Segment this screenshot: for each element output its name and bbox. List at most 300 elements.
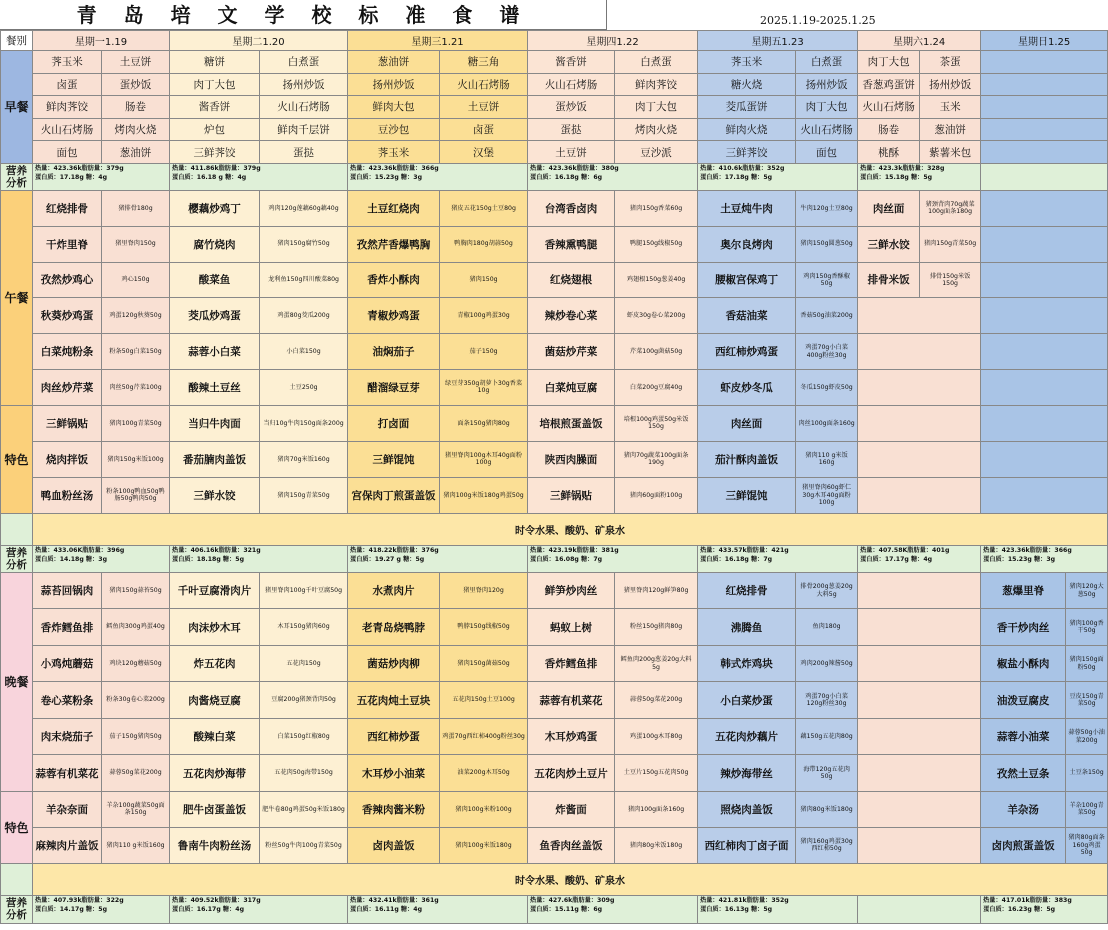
dish-name: 腰椒宫保鸡丁: [698, 262, 796, 298]
breakfast-item: 扬州炒饭: [260, 73, 348, 96]
dish-ingredients: 鸡肉120g莲藕60g藕40g: [260, 190, 348, 226]
breakfast-item: 蛋炒饭: [102, 73, 170, 96]
dish-ingredients: 猪里脊肉150g: [102, 226, 170, 262]
dish-ingredients: 鸭胸肉180g胡蒜50g: [440, 226, 528, 262]
dish-ingredients: 猪肉110 g米饭160g: [796, 441, 858, 477]
nutrition-line: 热量：421.81k脂肪量：352g: [700, 896, 789, 904]
dish-ingredients: 油菜200g木耳50g: [440, 755, 528, 792]
dish-ingredients: 猪肉110 g米饭160g: [102, 827, 170, 863]
dish-name: 宫保肉丁煎蛋盖饭: [348, 477, 440, 513]
breakfast-item: 鲜肉千层饼: [260, 118, 348, 141]
breakfast-item: 鲜肉火烧: [698, 118, 796, 141]
breakfast-item: 火山石烤肠: [858, 96, 920, 119]
dish-ingredients: 土豆条150g: [1066, 755, 1108, 792]
dish-ingredients: 芹菜100g菌菇50g: [615, 334, 698, 370]
dish-name: 腐竹烧肉: [170, 226, 260, 262]
dish-name: 五花肉炒海带: [170, 755, 260, 792]
dish-ingredients: 鸡蛋100g木耳80g: [615, 718, 698, 755]
empty-cell: [981, 96, 1108, 119]
day-header: 星期二1.20: [170, 31, 348, 51]
empty-cell: [981, 73, 1108, 96]
dish-ingredients: 小白菜150g: [260, 334, 348, 370]
dish-name: 鱼香肉丝盖饭: [528, 827, 615, 863]
dish-ingredients: 五花肉150g土豆100g: [440, 682, 528, 719]
dish-name: 台湾香卤肉: [528, 190, 615, 226]
dish-name: 烧肉拌饭: [33, 441, 102, 477]
nutrition-line: 蛋白质：17.18g 糖：4g: [35, 173, 108, 181]
empty-cell: [858, 645, 981, 682]
breakfast-item: 火山石烤肠: [260, 96, 348, 119]
dish-name: 秋葵炒鸡蛋: [33, 298, 102, 334]
nutrition-line: 蛋白质：17.18g 糖：5g: [700, 173, 773, 181]
dish-name: 三鲜馄饨: [348, 441, 440, 477]
dish-name: 樱藕炒鸡丁: [170, 190, 260, 226]
dish-name: 卤肉煎蛋盖饭: [981, 827, 1066, 863]
dish-name: 菌菇炒芹菜: [528, 334, 615, 370]
dish-name: 茄汁酥肉盖饭: [698, 441, 796, 477]
nutrition-line: 热量：433.06K脂肪量：396g: [35, 546, 125, 554]
dish-name: 西红柿炒蛋: [348, 718, 440, 755]
dish-ingredients: 猪肉160g鸡蛋30g西红柿50g: [796, 827, 858, 863]
lunch-label: 午餐: [1, 190, 33, 405]
breakfast-item: 桃酥: [858, 141, 920, 164]
nutrition-label: 营养 分析: [1, 545, 33, 572]
dish-name: 当归牛肉面: [170, 405, 260, 441]
dish-ingredients: 粉条100g鸭血50g鸭肠50g鸭肉50g: [102, 477, 170, 513]
dish-ingredients: 虾皮30g卷心菜200g: [615, 298, 698, 334]
breakfast-item: 葱油饼: [102, 141, 170, 164]
dish-name: 孜然炒鸡心: [33, 262, 102, 298]
dish-name: 小白菜炒蛋: [698, 682, 796, 719]
dish-ingredients: 五花肉50g海带150g: [260, 755, 348, 792]
dish-ingredients: 海带120g五花肉50g: [796, 755, 858, 792]
dish-ingredients: 粉丝50g牛肉100g青菜50g: [260, 827, 348, 863]
dish-ingredients: 土豆片150g五花肉50g: [615, 755, 698, 792]
breakfast-item: 茶蛋: [920, 51, 981, 74]
dish-name: 羊杂奈面: [33, 791, 102, 827]
dish-ingredients: 鸡蛋120g秋葵50g: [102, 298, 170, 334]
nutrition-line: 蛋白质：16.13g 糖：5g: [700, 905, 773, 913]
dish-name: 小鸡炖蘑菇: [33, 645, 102, 682]
empty-cell: [858, 477, 981, 513]
dish-name: 蒜蓉小油菜: [981, 718, 1066, 755]
nutrition-info: [348, 163, 528, 190]
dish-ingredients: 猪里脊肉100g木耳40g面粉100g: [440, 441, 528, 477]
dish-ingredients: 猪肉150g米饭100g: [102, 441, 170, 477]
breakfast-item: 三鲜荠饺: [170, 141, 260, 164]
breakfast-item: 烤肉火烧: [102, 118, 170, 141]
nutrition-line: 蛋白质：14.18g 糖：3g: [35, 555, 108, 563]
nutrition-line: 热量：423.36k脂肪量：380g: [530, 164, 619, 172]
date-range: 2025.1.19-2025.1.25: [760, 14, 876, 27]
breakfast-item: 茭瓜蛋饼: [698, 96, 796, 119]
breakfast-item: 面包: [796, 141, 858, 164]
dish-ingredients: 青椒100g鸡蛋30g: [440, 298, 528, 334]
breakfast-item: 肠卷: [858, 118, 920, 141]
dish-ingredients: 牛肉120g土豆80g: [796, 190, 858, 226]
dish-name: 香炸小酥肉: [348, 262, 440, 298]
dish-name: 蒜蓉小白菜: [170, 334, 260, 370]
dish-ingredients: 猪肉150g菌菇50g: [440, 645, 528, 682]
breakfast-item: 荠玉米: [698, 51, 796, 74]
breakfast-item: 火山石烤肠: [796, 118, 858, 141]
breakfast-item: 肉丁大包: [858, 51, 920, 74]
page-title: 青 岛 培 文 学 校 标 准 食 谱: [0, 0, 607, 30]
dish-name: 肉丝面: [858, 190, 920, 226]
nutrition-line: 蛋白质：16.17g 糖：4g: [172, 905, 245, 913]
dish-name: 红烧排骨: [33, 190, 102, 226]
breakfast-item: 荠玉米: [33, 51, 102, 74]
dish-name: 孜然芹香爆鸭胸: [348, 226, 440, 262]
dish-ingredients: 香菇50g油菜200g: [796, 298, 858, 334]
breakfast-item: 扬州炒饭: [796, 73, 858, 96]
breakfast-item: 火山石烤肠: [33, 118, 102, 141]
dinner-label: 晚餐: [1, 572, 33, 791]
empty-cell: [858, 609, 981, 646]
nutrition-line: 热量：406.16k脂肪量：321g: [172, 546, 261, 554]
breakfast-item: 鲜肉荠饺: [33, 96, 102, 119]
breakfast-item: 扬州炒饭: [348, 73, 440, 96]
nutrition-line: 热量：418.22k脂肪量：376g: [350, 546, 439, 554]
dish-ingredients: 猪肉150g面粉50g: [1066, 645, 1108, 682]
breakfast-item: 炉包: [170, 118, 260, 141]
dish-ingredients: 鳕鱼肉200g葱姜20g大料5g: [615, 645, 698, 682]
dish-name: 三鲜锅贴: [33, 405, 102, 441]
dish-ingredients: 猪里脊肉60g虾仁30g木耳40g面粉100g: [796, 477, 858, 513]
dish-name: 肉丝炒芹菜: [33, 369, 102, 405]
nutrition-line: 热量：409.52k脂肪量：317g: [172, 896, 261, 904]
empty-cell: [858, 572, 981, 609]
breakfast-item: 土豆饼: [440, 96, 528, 119]
nutrition-line: 热量：407.58K脂肪量：401g: [860, 546, 950, 554]
empty-cell: [981, 334, 1108, 370]
breakfast-item: 卤蛋: [33, 73, 102, 96]
breakfast-item: 玉米: [920, 96, 981, 119]
nutrition-line: 蛋白质：19.27 g 糖：5g: [350, 555, 425, 563]
dish-ingredients: 猪肉150g青菜50g: [260, 477, 348, 513]
empty-cell: [858, 298, 981, 334]
dish-ingredients: 鸡心150g: [102, 262, 170, 298]
day-header: 星期六1.24: [858, 31, 981, 51]
dish-name: 韩式炸鸡块: [698, 645, 796, 682]
dish-name: 老青岛烧鸭脖: [348, 609, 440, 646]
dish-name: 千叶豆腐滑肉片: [170, 572, 260, 609]
dish-name: 红烧排骨: [698, 572, 796, 609]
breakfast-item: 火山石烤肠: [440, 73, 528, 96]
breakfast-item: 紫薯米包: [920, 141, 981, 164]
menu-table: [0, 30, 1108, 924]
nutrition-info: [698, 895, 858, 923]
dish-ingredients: 猪肉150g青菜50g: [920, 226, 981, 262]
breakfast-item: 肉丁大包: [170, 73, 260, 96]
breakfast-item: 蛋炒饭: [528, 96, 615, 119]
nutrition-info: [858, 545, 981, 572]
dish-ingredients: 龙利鱼150g四川酸菜80g: [260, 262, 348, 298]
dish-ingredients: 绿豆芽350g胡萝卜30g香菜10g: [440, 369, 528, 405]
dish-ingredients: 猪里脊肉100g千叶豆腐50g: [260, 572, 348, 609]
nutrition-info: [858, 163, 981, 190]
nutrition-info: [698, 545, 858, 572]
dish-ingredients: 猪肉80g面条160g鸡蛋50g: [1066, 827, 1108, 863]
dish-ingredients: 粉条30g卷心菜200g: [102, 682, 170, 719]
dish-ingredients: 粉条50g白菜150g: [102, 334, 170, 370]
nutrition-line: 蛋白质：15.11g 糖：6g: [530, 905, 603, 913]
empty-cell: [858, 718, 981, 755]
dish-name: 羊杂汤: [981, 791, 1066, 827]
dish-name: 打卤面: [348, 405, 440, 441]
title-bar: [0, 0, 1080, 30]
dish-name: 酸辣白菜: [170, 718, 260, 755]
nutrition-info: [33, 545, 170, 572]
breakfast-item: 豆沙包: [348, 118, 440, 141]
nutrition-info: [858, 895, 981, 923]
breakfast-item: 汉堡: [440, 141, 528, 164]
dish-name: 西红柿肉丁卤子面: [698, 827, 796, 863]
dish-name: 油泼豆腐皮: [981, 682, 1066, 719]
breakfast-item: 鲜肉大包: [348, 96, 440, 119]
nutrition-label: 营养 分析: [1, 163, 33, 190]
dish-name: 干炸里脊: [33, 226, 102, 262]
breakfast-item: 土豆饼: [102, 51, 170, 74]
dish-ingredients: 蒜蓉50g菜花200g: [102, 755, 170, 792]
nutrition-line: 热量：410.6k脂肪量：352g: [700, 164, 785, 172]
nutrition-line: 热量：411.86k脂肪量：379g: [172, 164, 261, 172]
dish-name: 五花肉炖土豆块: [348, 682, 440, 719]
breakfast-item: 面包: [33, 141, 102, 164]
breakfast-item: 葱油饼: [920, 118, 981, 141]
dish-name: 香辣熏鸭腿: [528, 226, 615, 262]
dish-name: 卤肉盖饭: [348, 827, 440, 863]
dish-ingredients: 排骨150g米饭150g: [920, 262, 981, 298]
nutrition-info: [170, 895, 348, 923]
dish-ingredients: 蒜蓉50g菜花200g: [615, 682, 698, 719]
dish-name: 蒜蓉有机菜花: [33, 755, 102, 792]
dish-name: 辣炒海带丝: [698, 755, 796, 792]
dish-ingredients: 鸡块120g蘑菇50g: [102, 645, 170, 682]
dish-name: 木耳炒鸡蛋: [528, 718, 615, 755]
dish-name: 虾皮炒冬瓜: [698, 369, 796, 405]
nutrition-info: [33, 895, 170, 923]
dish-ingredients: 鸭脖150g线椒50g: [440, 609, 528, 646]
dish-ingredients: 猪肉70g蔬菜100g面条190g: [615, 441, 698, 477]
dish-name: 孜然土豆条: [981, 755, 1066, 792]
dish-ingredients: 猪排骨180g: [102, 190, 170, 226]
dish-name: 醋溜绿豆芽: [348, 369, 440, 405]
breakfast-item: 酱香饼: [170, 96, 260, 119]
dish-ingredients: 鸡蛋80g茭瓜200g: [260, 298, 348, 334]
nutrition-line: 蛋白质：16.18 g 糖：4g: [172, 173, 247, 181]
dish-name: 油焖茄子: [348, 334, 440, 370]
dish-name: 奥尔良烤肉: [698, 226, 796, 262]
dish-name: 香辣肉酱米粉: [348, 791, 440, 827]
dish-ingredients: 猪肉100g米饭180g鸡蛋50g: [440, 477, 528, 513]
empty-cell: [981, 298, 1108, 334]
breakfast-item: 糖饼: [170, 51, 260, 74]
empty-cell: [981, 190, 1108, 226]
day-header: 星期三1.21: [348, 31, 528, 51]
dish-ingredients: 培根100g鸡蛋50g米饭150g: [615, 405, 698, 441]
nutrition-line: 热量：407.93k脂肪量：322g: [35, 896, 124, 904]
dish-name: 鸭血粉丝汤: [33, 477, 102, 513]
empty-cell: [858, 791, 981, 827]
dish-name: 炸五花肉: [170, 645, 260, 682]
dish-name: 白菜炖粉条: [33, 334, 102, 370]
dish-name: 陕西肉臊面: [528, 441, 615, 477]
fruit-note: 时令水果、酸奶、矿泉水: [33, 513, 1108, 545]
nutrition-line: 热量：433.57k脂肪量：421g: [700, 546, 789, 554]
dish-name: 炸酱面: [528, 791, 615, 827]
nutrition-line: 蛋白质：16.18g 糖：7g: [700, 555, 773, 563]
dish-name: 三鲜水饺: [170, 477, 260, 513]
dish-ingredients: 猪颈背肉70g蔬菜100g面条180g: [920, 190, 981, 226]
dish-ingredients: 豆腐200g猪颈背肉50g: [260, 682, 348, 719]
dish-name: 三鲜水饺: [858, 226, 920, 262]
dish-name: 土豆红烧肉: [348, 190, 440, 226]
dish-ingredients: 猪肉150g香菜60g: [615, 190, 698, 226]
dish-name: 鲁南牛肉粉丝汤: [170, 827, 260, 863]
dish-name: 番茄腩肉盖饭: [170, 441, 260, 477]
lunch-special-label: 特色: [1, 405, 33, 513]
breakfast-item: 蛋挞: [260, 141, 348, 164]
dish-name: 麻辣肉片盖饭: [33, 827, 102, 863]
dish-name: 辣炒卷心菜: [528, 298, 615, 334]
nutrition-info: [528, 163, 698, 190]
breakfast-item: 白煮蛋: [260, 51, 348, 74]
dish-ingredients: 猪肉150g: [440, 262, 528, 298]
dish-ingredients: 茄子150g: [440, 334, 528, 370]
nutrition-info: [348, 545, 528, 572]
dish-ingredients: 鸡肉200g辣酱50g: [796, 645, 858, 682]
empty-cell: [981, 118, 1108, 141]
dish-ingredients: 猪肉120g大葱50g: [1066, 572, 1108, 609]
dish-ingredients: 木耳150g猪肉60g: [260, 609, 348, 646]
dish-ingredients: 猪皮五花150g土豆80g: [440, 190, 528, 226]
dish-name: 木耳炒小油菜: [348, 755, 440, 792]
dish-name: 五花肉炒土豆片: [528, 755, 615, 792]
dish-name: 酸辣土豆丝: [170, 369, 260, 405]
dish-ingredients: 猪肉100g香干50g: [1066, 609, 1108, 646]
nutrition-info: [981, 545, 1108, 572]
breakfast-item: 扬州炒饭: [920, 73, 981, 96]
dish-name: 培根煎蛋盖饭: [528, 405, 615, 441]
dish-name: 三鲜锅贴: [528, 477, 615, 513]
dish-ingredients: 鸭腿150g线椒50g: [615, 226, 698, 262]
dish-name: 香炸鳕鱼排: [33, 609, 102, 646]
blank-label: [1, 863, 33, 895]
dish-name: 五花肉炒藕片: [698, 718, 796, 755]
dish-ingredients: 猪肉60g面粉100g: [615, 477, 698, 513]
empty-cell: [981, 369, 1108, 405]
dish-ingredients: 羊杂100g蔬菜50g面条150g: [102, 791, 170, 827]
nutrition-line: 蛋白质：16.18g 糖：6g: [530, 173, 603, 181]
dish-ingredients: 猪里脊肉120g鲜笋80g: [615, 572, 698, 609]
nutrition-line: 热量：423.3k脂肪量：328g: [860, 164, 945, 172]
nutrition-label: 营养 分析: [1, 895, 33, 923]
nutrition-info: [170, 545, 348, 572]
fruit-note: 时令水果、酸奶、矿泉水: [33, 863, 1108, 895]
dish-name: 香菇油菜: [698, 298, 796, 334]
dish-ingredients: 粉丝150g猪肉80g: [615, 609, 698, 646]
day-header: 星期一1.19: [33, 31, 170, 51]
dish-ingredients: 猪肉100g米饭180g: [440, 827, 528, 863]
dish-ingredients: 猪肉150g腐竹50g: [260, 226, 348, 262]
dish-ingredients: 肉丝50g芹菜100g: [102, 369, 170, 405]
dish-name: 酸菜鱼: [170, 262, 260, 298]
nutrition-line: 蛋白质：18.18g 糖：5g: [172, 555, 245, 563]
nutrition-line: 热量：417.01k脂肪量：383g: [983, 896, 1072, 904]
empty-cell: [981, 477, 1108, 513]
empty-cell: [858, 682, 981, 719]
dish-ingredients: 猪里脊肉120g: [440, 572, 528, 609]
dish-name: 三鲜馄饨: [698, 477, 796, 513]
dish-ingredients: 猪肉100g青菜50g: [102, 405, 170, 441]
nutrition-info: [698, 163, 858, 190]
empty-cell: [981, 51, 1108, 74]
breakfast-item: 卤蛋: [440, 118, 528, 141]
dish-name: 茭瓜炒鸡蛋: [170, 298, 260, 334]
breakfast-item: 糖火烧: [698, 73, 796, 96]
blank-label: [1, 513, 33, 545]
breakfast-item: 荠玉米: [348, 141, 440, 164]
dish-name: 肉酱烧豆腐: [170, 682, 260, 719]
nutrition-info: [33, 163, 170, 190]
dish-ingredients: 羊杂100g青菜50g: [1066, 791, 1108, 827]
dish-name: 照烧肉盖饭: [698, 791, 796, 827]
nutrition-line: 蛋白质：15.18g 糖：5g: [860, 173, 933, 181]
nutrition-line: 热量：432.41k脂肪量：361g: [350, 896, 439, 904]
empty-cell: [858, 334, 981, 370]
empty-cell: [981, 405, 1108, 441]
dish-name: 蚂蚁上树: [528, 609, 615, 646]
dish-name: 肥牛卤蛋盖饭: [170, 791, 260, 827]
dish-ingredients: 当归10g牛肉150g面条200g: [260, 405, 348, 441]
dish-name: 土豆炖牛肉: [698, 190, 796, 226]
empty-cell: [981, 226, 1108, 262]
breakfast-item: 火山石烤肠: [528, 73, 615, 96]
nutrition-line: 蛋白质：15.23g 糖：3g: [350, 173, 423, 181]
dish-ingredients: 鳕鱼肉300g鸡蛋40g: [102, 609, 170, 646]
dish-name: 葱爆里脊: [981, 572, 1066, 609]
dish-ingredients: 面条150g猪肉80g: [440, 405, 528, 441]
breakfast-label: 早餐: [1, 51, 33, 164]
breakfast-item: 豆沙派: [615, 141, 698, 164]
nutrition-line: 蛋白质：17.17g 糖：4g: [860, 555, 933, 563]
dish-ingredients: 排骨200g葱姜20g大料5g: [796, 572, 858, 609]
breakfast-item: 烤肉火烧: [615, 118, 698, 141]
dish-name: 椒盐小酥肉: [981, 645, 1066, 682]
dish-ingredients: 鸡肉150g香酥椒50g: [796, 262, 858, 298]
empty-cell: [981, 262, 1108, 298]
dish-ingredients: 猪肉150g圆葱50g: [796, 226, 858, 262]
dish-name: 西红柿炒鸡蛋: [698, 334, 796, 370]
dish-name: 菌菇炒肉柳: [348, 645, 440, 682]
empty-cell: [858, 405, 981, 441]
corner-label: 餐别: [1, 31, 33, 51]
dish-ingredients: 猪肉100g面条160g: [615, 791, 698, 827]
breakfast-item: 葱油饼: [348, 51, 440, 74]
dish-ingredients: 土豆250g: [260, 369, 348, 405]
breakfast-item: 土豆饼: [528, 141, 615, 164]
nutrition-info: [981, 163, 1108, 190]
breakfast-item: 香葱鸡蛋饼: [858, 73, 920, 96]
day-header: 星期四1.22: [528, 31, 698, 51]
nutrition-line: 蛋白质：14.17g 糖：5g: [35, 905, 108, 913]
dish-ingredients: 豆皮150g青菜50g: [1066, 682, 1108, 719]
dish-name: 沸腾鱼: [698, 609, 796, 646]
dish-ingredients: 猪肉80g米饭180g: [796, 791, 858, 827]
nutrition-line: 蛋白质：15.23g 糖：3g: [983, 555, 1056, 563]
dish-name: 肉丝面: [698, 405, 796, 441]
